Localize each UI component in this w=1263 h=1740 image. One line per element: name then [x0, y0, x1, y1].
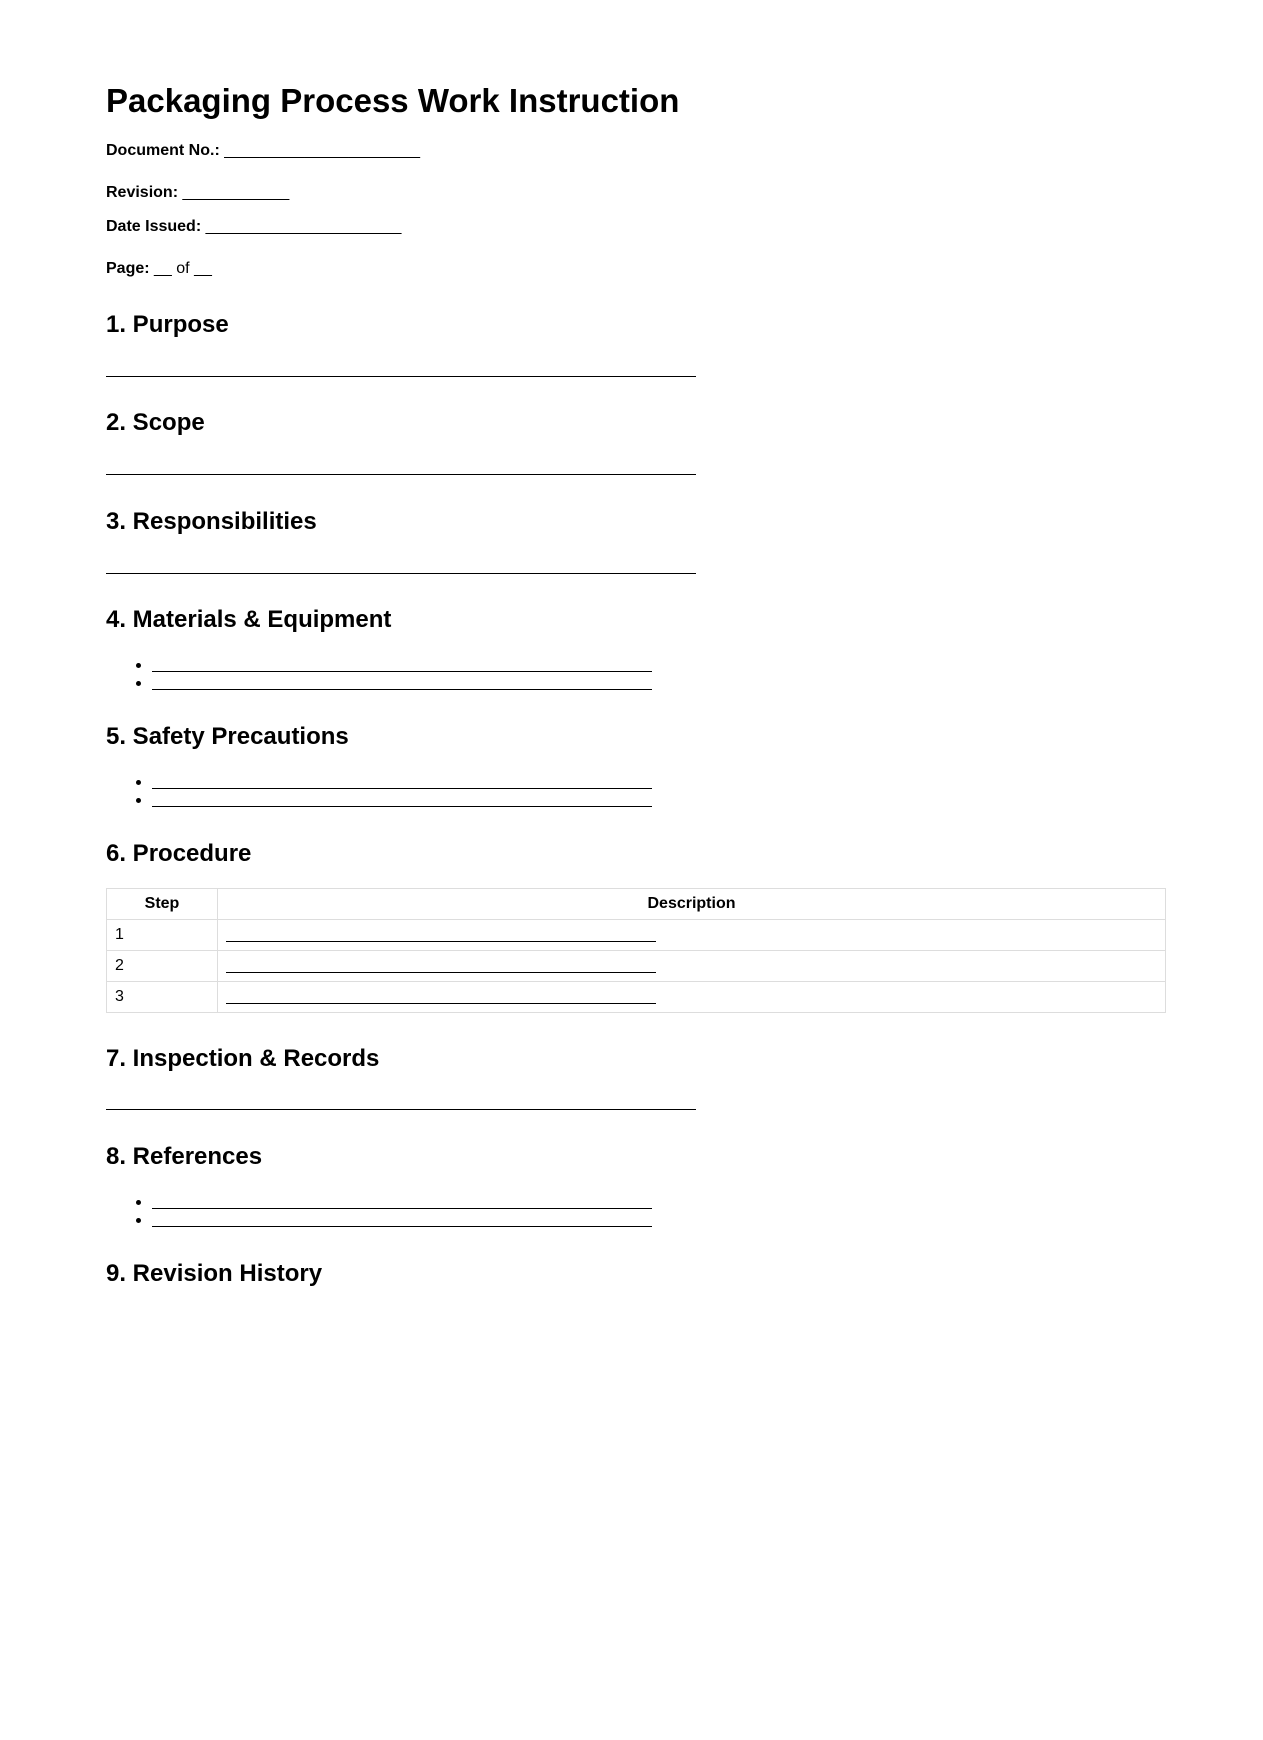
- description-cell[interactable]: [218, 951, 1166, 982]
- responsibilities-blank-line[interactable]: [106, 573, 696, 574]
- table-row: [107, 951, 1166, 982]
- materials-blank-line[interactable]: [152, 689, 652, 690]
- table-row: [107, 920, 1166, 951]
- description-cell[interactable]: [218, 982, 1166, 1013]
- section-title-materials-equipment: 4. Materials & Equipment: [106, 606, 392, 633]
- bullet-icon: [136, 780, 141, 785]
- bullet-icon: [136, 663, 141, 668]
- revision-blank[interactable]: ____________: [182, 184, 290, 201]
- safety-blank-line[interactable]: [152, 806, 652, 807]
- bullet-icon: [136, 798, 141, 803]
- table-header-row: [107, 889, 1166, 920]
- step-number: 2: [107, 951, 218, 982]
- document-number-label: Document No.:: [106, 142, 220, 159]
- bullet-icon: [136, 1218, 141, 1223]
- step-number: 3: [107, 982, 218, 1013]
- section-title-responsibilities: 3. Responsibilities: [106, 508, 317, 535]
- date-issued-blank[interactable]: ______________________: [205, 218, 402, 235]
- section-title-purpose: 1. Purpose: [106, 311, 229, 338]
- materials-blank-line[interactable]: [152, 671, 652, 672]
- description-cell[interactable]: [218, 920, 1166, 951]
- document-number-blank[interactable]: ______________________: [224, 142, 420, 159]
- references-blank-line[interactable]: [152, 1208, 652, 1209]
- scope-blank-line[interactable]: [106, 474, 696, 475]
- step-number: 1: [107, 920, 218, 951]
- section-title-safety-precautions: 5. Safety Precautions: [106, 723, 349, 750]
- description-blank-line: [226, 972, 656, 973]
- revision-field: [106, 184, 289, 202]
- column-header-step: Step: [107, 889, 218, 920]
- date-issued-field: [106, 218, 401, 236]
- references-blank-line[interactable]: [152, 1226, 652, 1227]
- bullet-icon: [136, 1200, 141, 1205]
- section-title-revision-history: 9. Revision History: [106, 1260, 323, 1287]
- page-of-blank[interactable]: __ of __: [154, 260, 212, 277]
- purpose-blank-line[interactable]: [106, 376, 696, 377]
- section-title-scope: 2. Scope: [106, 409, 205, 436]
- date-issued-label: Date Issued:: [106, 218, 202, 235]
- revision-label: Revision:: [106, 184, 179, 201]
- procedure-table: [106, 888, 1166, 1013]
- description-blank-line: [226, 1003, 656, 1004]
- bullet-icon: [136, 681, 141, 686]
- section-title-references: 8. References: [106, 1143, 263, 1170]
- column-header-description: Description: [218, 889, 1166, 920]
- section-title-inspection-records: 7. Inspection & Records: [106, 1045, 380, 1072]
- table-row: [107, 982, 1166, 1013]
- section-title-procedure: 6. Procedure: [106, 840, 252, 867]
- description-blank-line: [226, 941, 656, 942]
- inspection-blank-line[interactable]: [106, 1109, 696, 1110]
- safety-blank-line[interactable]: [152, 788, 652, 789]
- page-label: Page:: [106, 260, 150, 277]
- document-number-field: [106, 142, 420, 160]
- page-count-field: [106, 260, 212, 278]
- document-title: Packaging Process Work Instruction: [106, 82, 680, 119]
